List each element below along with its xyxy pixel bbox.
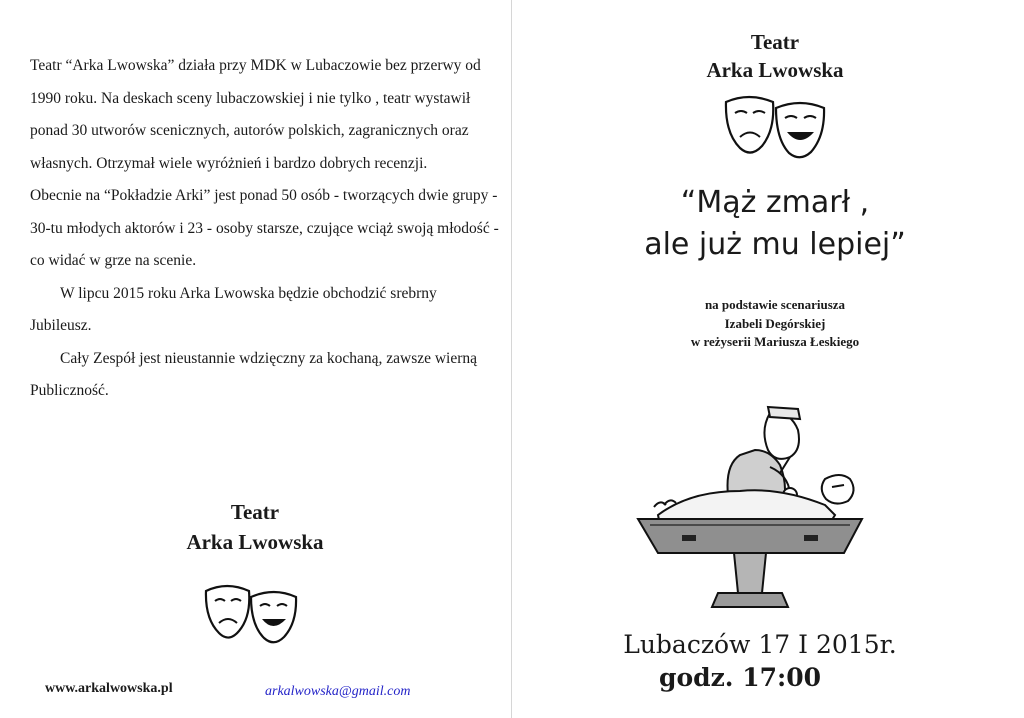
website-link[interactable]: www.arkalwowska.pl: [45, 681, 173, 696]
theatre-label: Teatr: [230, 500, 280, 524]
theatre-name-back: [160, 497, 350, 557]
credits-line-2: Izabeli Degórskiej: [724, 315, 826, 331]
theatre-masks-icon: [201, 579, 301, 649]
fold-line: [511, 0, 512, 718]
about-paragraph-1: Teatr “Arka Lwowska” działa przy MDK w Lubaczowie bez przerwy od 1990 roku. Na deskach sceny lubaczowskiej i nie tylko , teatr wystawił ponad 30 utworów scenicznych, autorów polskich, zagranicznych oraz własnych. Otrzymał wiele wyróżnień i bardzo dobrych recenzji.: [30, 57, 481, 172]
theatre-name: Arka Lwowska: [186, 530, 324, 554]
email-link[interactable]: arkalwowska@gmail.com: [265, 684, 411, 699]
venue-date: Lubaczów 17 I 2015r.: [623, 630, 897, 659]
credits: [645, 296, 905, 352]
theatre-masks-icon: [720, 90, 830, 165]
doctor-and-patient-illustration: [630, 395, 870, 620]
play-title: [620, 182, 930, 266]
theatre-label: Teatr: [750, 30, 800, 54]
about-paragraph-4: Cały Zespół jest nieustannie wdzięczny za kochaną, zawsze wierną Publiczność.: [30, 349, 478, 399]
play-title-line-2: ale już mu lepiej”: [644, 227, 906, 262]
credits-line-3: w reżyserii Mariusza Łeskiego: [690, 334, 860, 349]
about-paragraph-2: Obecnie na “Pokładzie Arki” jest ponad 50 osób - tworzących dwie grupy - 30-tu młodych aktorów i 23 - osoby starsze, czujące wciąż swoją młodość - co widać w grze na scenie.: [30, 187, 499, 269]
play-title-line-1: “Mąż zmarł ,: [680, 185, 870, 220]
about-text: [30, 50, 500, 408]
theatre-name: Arka Lwowska: [706, 58, 844, 82]
show-time: godz. 17:00: [658, 663, 822, 692]
theatre-name-front: [660, 28, 890, 84]
about-paragraph-3: W lipcu 2015 roku Arka Lwowska będzie obchodzić srebrny Jubileusz.: [30, 284, 437, 334]
credits-line-1: na podstawie scenariusza: [704, 297, 846, 312]
